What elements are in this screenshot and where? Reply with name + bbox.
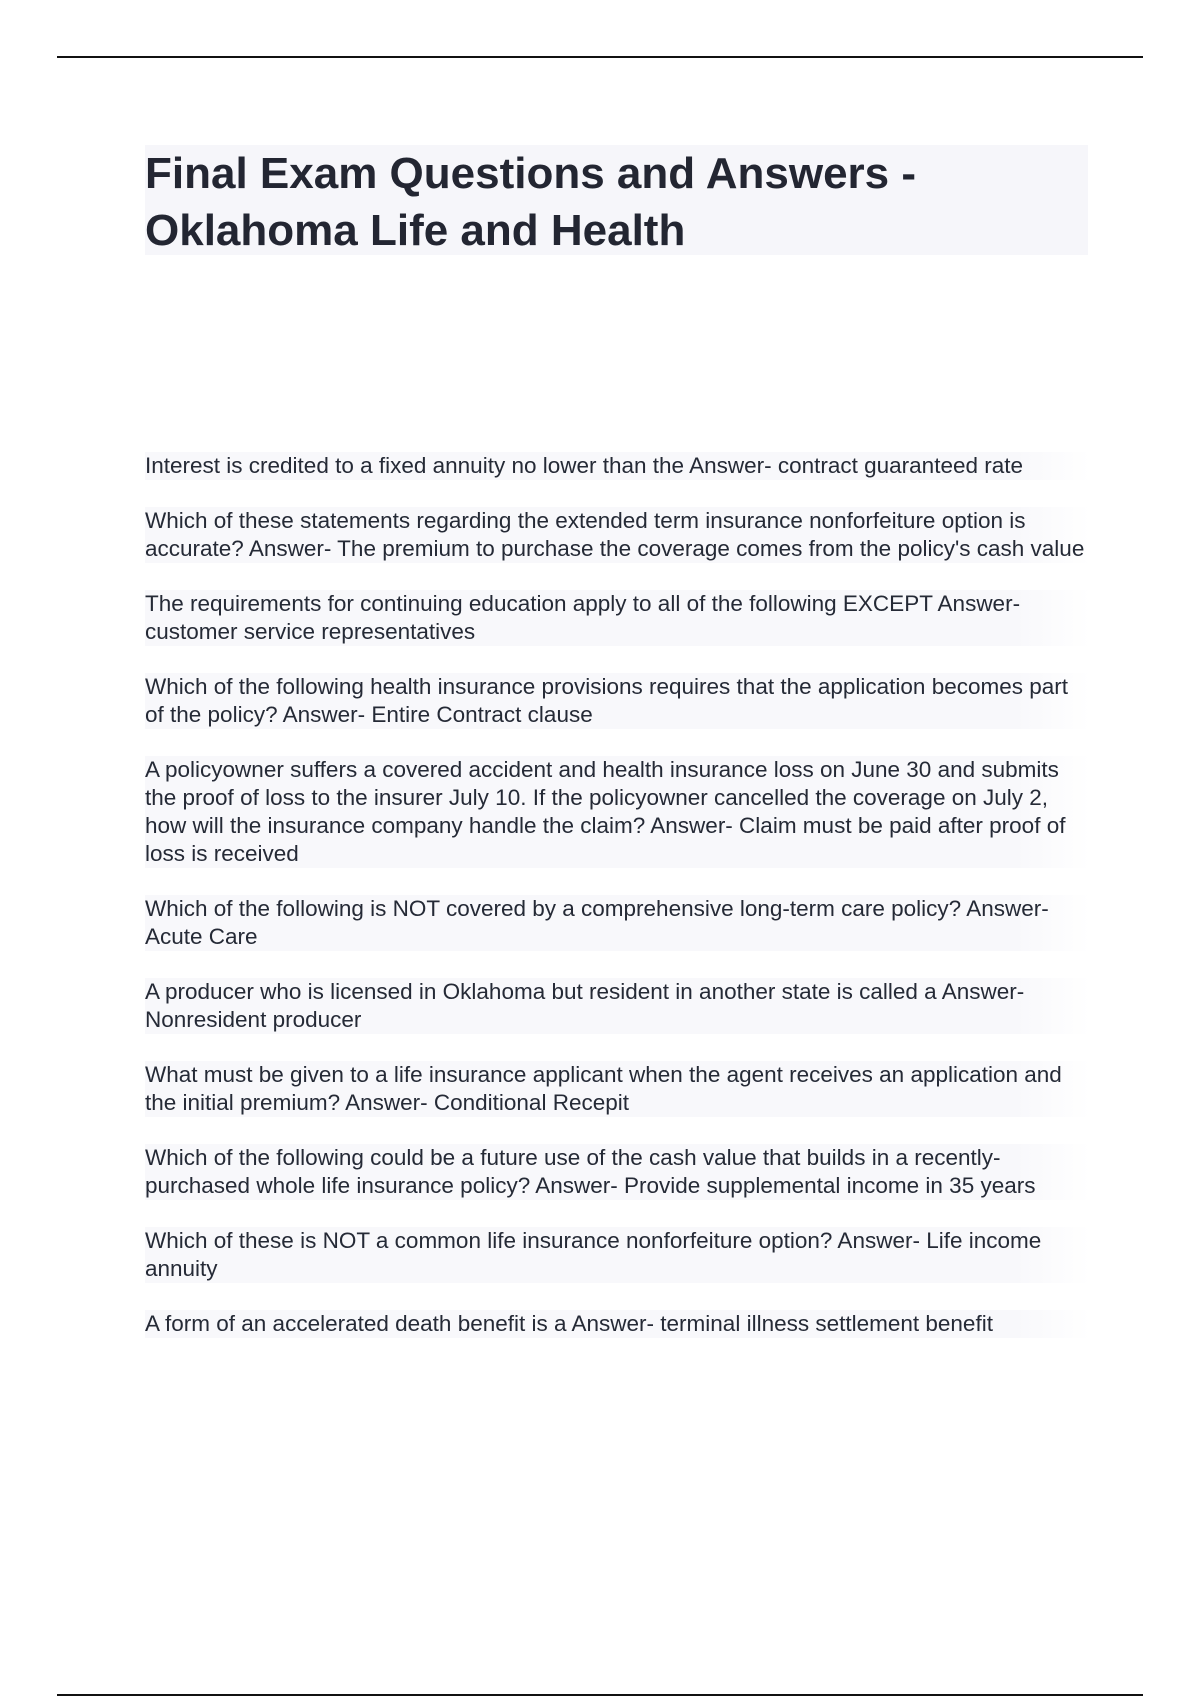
qa-item: What must be given to a life insurance applicant when the agent receives an application and the initial premium? Answer- Conditional Recepit: [145, 1061, 1090, 1117]
qa-list: [145, 452, 1090, 1365]
qa-item: A policyowner suffers a covered accident and health insurance loss on June 30 and submits the proof of loss to the insurer July 10. If the policyowner cancelled the coverage on July 2, how will the insurance company handle the claim? Answer- Claim must be paid after proof of loss is received: [145, 756, 1090, 868]
qa-item: Which of these statements regarding the extended term insurance nonforfeiture option is accurate? Answer- The premium to purchase the coverage comes from the policy's cash value: [145, 507, 1090, 563]
title-block: [145, 145, 1088, 255]
qa-item: A form of an accelerated death benefit is a Answer- terminal illness settlement benefit: [145, 1310, 1090, 1338]
qa-item: The requirements for continuing education apply to all of the following EXCEPT Answer- customer service representatives: [145, 590, 1090, 646]
qa-item: Which of the following is NOT covered by a comprehensive long-term care policy? Answer- Acute Care: [145, 895, 1090, 951]
page-title: Final Exam Questions and Answers - Oklahoma Life and Health: [145, 149, 917, 255]
qa-item: Interest is credited to a fixed annuity no lower than the Answer- contract guaranteed rate: [145, 452, 1090, 480]
qa-item: Which of the following could be a future use of the cash value that builds in a recently-purchased whole life insurance policy? Answer- Provide supplemental income in 35 years: [145, 1144, 1090, 1200]
qa-item: A producer who is licensed in Oklahoma but resident in another state is called a Answer- Nonresident producer: [145, 978, 1090, 1034]
top-rule: [57, 56, 1143, 58]
qa-item: Which of these is NOT a common life insurance nonforfeiture option? Answer- Life income annuity: [145, 1227, 1090, 1283]
qa-item: Which of the following health insurance provisions requires that the application becomes part of the policy? Answer- Entire Contract clause: [145, 673, 1090, 729]
bottom-rule: [57, 1694, 1143, 1696]
